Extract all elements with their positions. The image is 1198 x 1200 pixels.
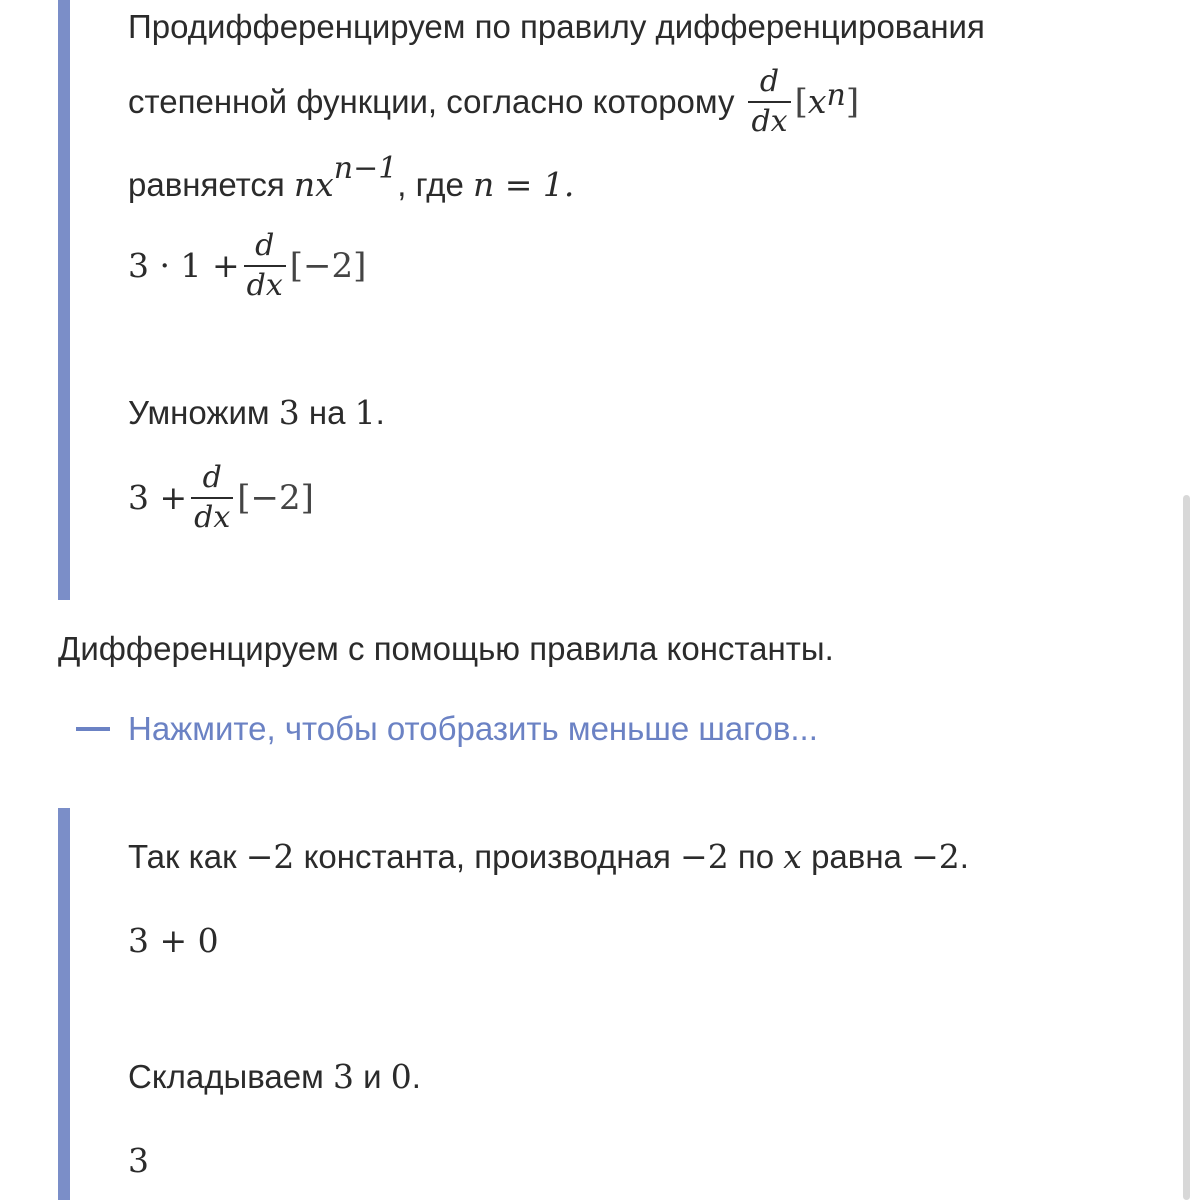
step-heading-constant-rule: Дифференцируем с помощью правила констант​ы. [58, 630, 834, 667]
step-text-line3-mid: , где [397, 166, 464, 203]
step-text-line1: Продифференцируем по правилу дифференцирования [128, 8, 985, 45]
condition-expression: n = 1. [472, 165, 575, 204]
collapse-dash-icon [76, 727, 110, 731]
fraction-numerator: d [759, 64, 780, 99]
step-text-constant: Так как −2 константа, производная −2 по x равна −2. [128, 837, 969, 876]
power-exponent: n [826, 77, 846, 113]
step-group-bar-top [58, 0, 70, 600]
derivative-fraction-b: $\frac{d}{dx}$ [191, 462, 233, 533]
derivative-fraction-a: $\frac{d}{dx}$ [244, 230, 286, 301]
final-result: 3 [128, 1141, 149, 1180]
power-base: x [807, 82, 827, 121]
expression-b-text: 3 + [128, 478, 188, 517]
math-expression-a [128, 230, 366, 301]
math-expression-c: 3 + 0 [128, 921, 219, 960]
result-base: nx [293, 165, 334, 204]
expression-a-text: 3 · 1 + [128, 246, 240, 285]
step-text-multiply: Умножим 3 на 1. [128, 393, 385, 432]
vertical-scrollbar[interactable] [1183, 495, 1190, 1200]
math-expression-b [128, 462, 314, 533]
step-text-add: Складываем 3 и 0. [128, 1057, 421, 1096]
step-text-line2: степенной функции, согласно которому $\frac{d}{dx}$ [ x $^n$ ] [128, 64, 860, 139]
result-exponent: n−1 [333, 151, 398, 186]
show-fewer-steps-link[interactable]: Нажмите, чтобы отобразить меньше шагов... [128, 710, 818, 747]
derivative-fraction [748, 66, 790, 137]
expression-a-bracket: [−2] [289, 245, 367, 286]
expression-b-bracket: [−2] [237, 477, 314, 518]
fraction-denominator: dx [751, 103, 788, 139]
step-group-bar-bottom [58, 808, 70, 1200]
step-text-line3-label: равняется [128, 166, 285, 203]
step-text-line2-label: степенной функции, согласно которому [128, 83, 735, 120]
show-fewer-steps-toggle[interactable] [76, 710, 818, 748]
step-text-line3 [128, 151, 575, 204]
